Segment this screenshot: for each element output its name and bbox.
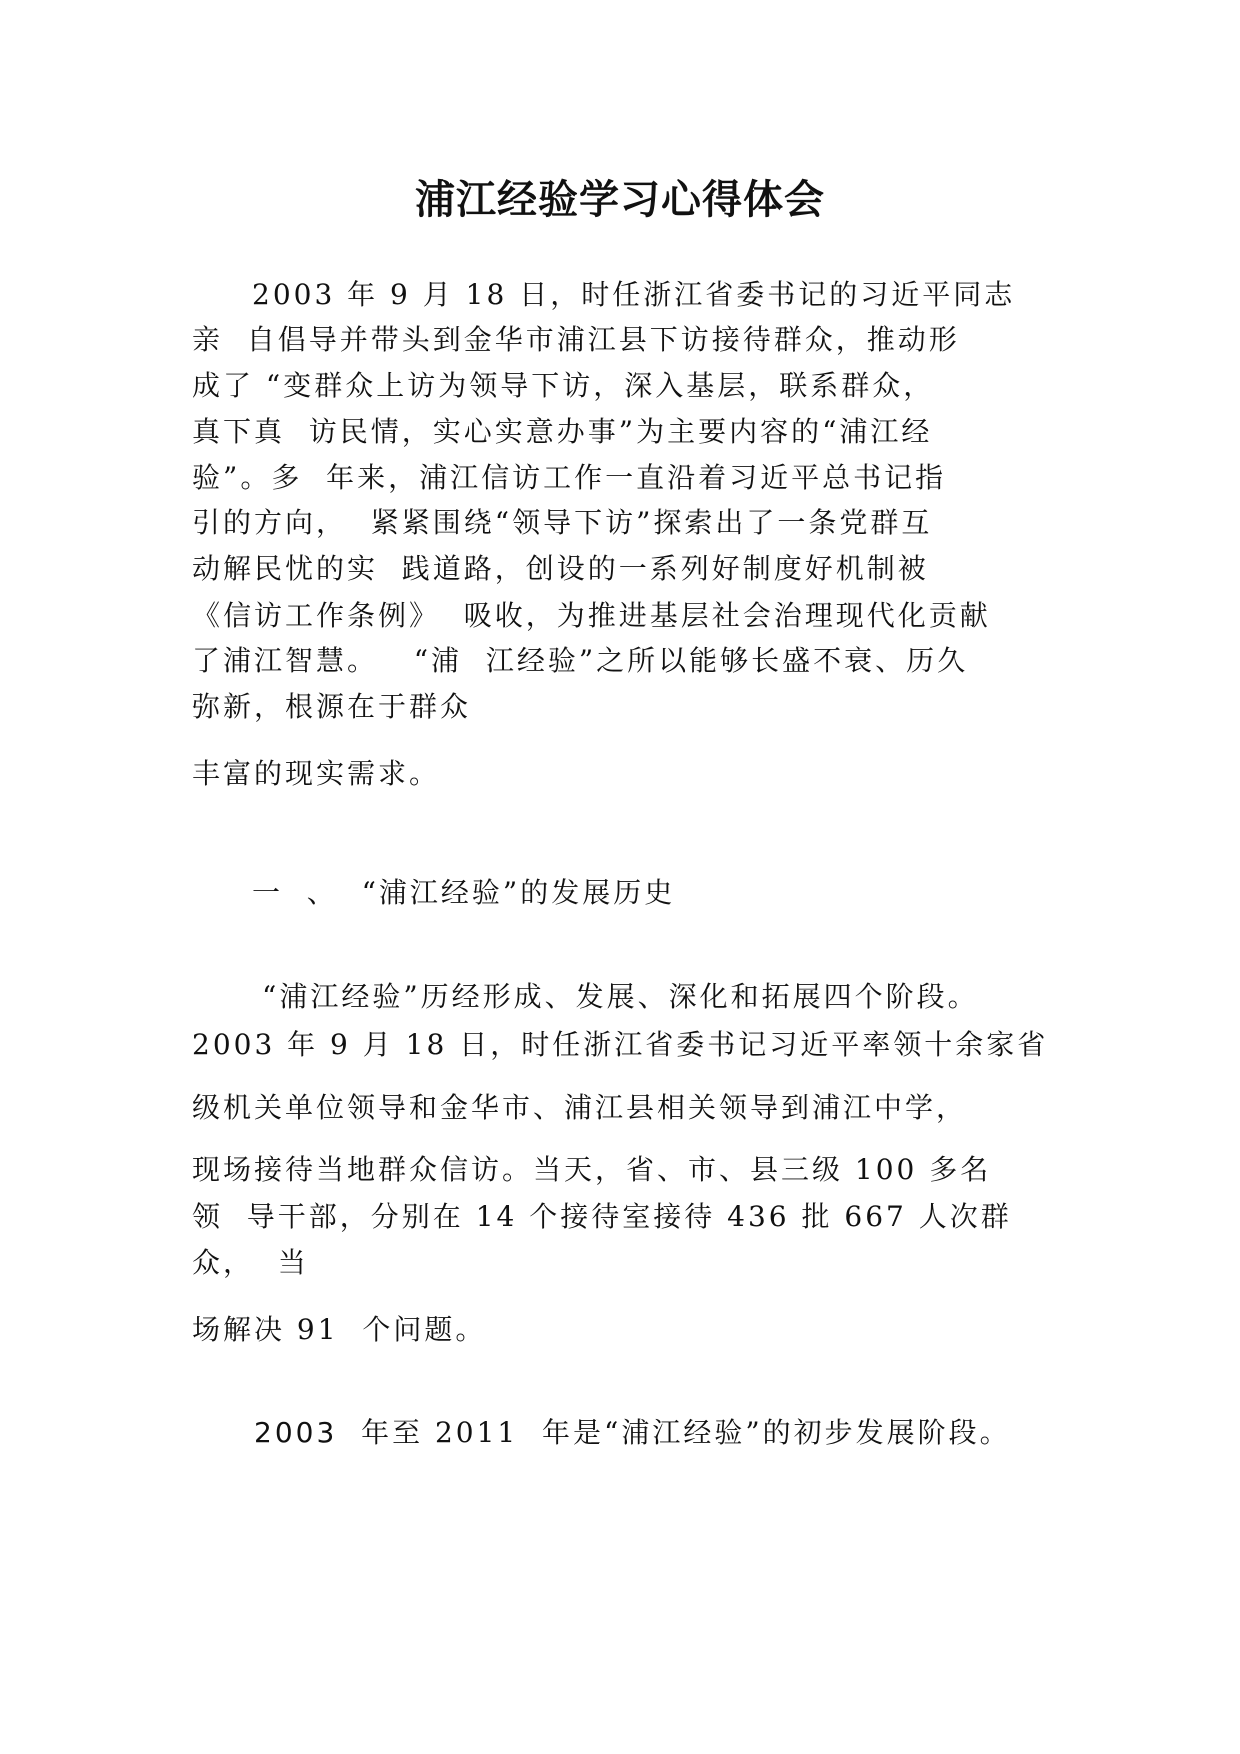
section-heading: 一 、 “浦江经验”的发展历史 <box>252 876 676 909</box>
paragraph-1-line-3: 成了 “变群众上访为领导下访，深入基层，联系群众， <box>192 369 935 402</box>
document-title: 浦江经验学习心得体会 <box>415 176 825 223</box>
paragraph-2-line-2: 2003 年 9 月 18 日，时任浙江省委书记习近平率领十余家省 <box>192 1028 1049 1061</box>
paragraph-2-line-1: “浦江经验”历经形成、发展、深化和拓展四个阶段。 <box>262 980 979 1013</box>
paragraph-3-text: 年至 2011 年是“浦江经验”的初步发展阶段。 <box>337 1416 1011 1449</box>
paragraph-2-tail: 场解决 91 个问题。 <box>192 1313 487 1346</box>
paragraph-2-line-5: 领 导干部，分别在 14 个接待室接待 436 批 667 人次群 <box>192 1200 1012 1233</box>
paragraph-3-line-1 <box>254 1413 1011 1453</box>
paragraph-2-line-4: 现场接待当地群众信访。当天，省、市、县三级 100 多名 <box>192 1153 992 1186</box>
paragraph-1-line-1: 2003 年 9 月 18 日，时任浙江省委书记的习近平同志 <box>252 278 1016 311</box>
paragraph-1-line-4: 真下真 访民情，实心实意办事”为主要内容的“浦江经 <box>192 415 933 448</box>
paragraph-1-line-8: 《信访工作条例》 吸收，为推进基层社会治理现代化贡献 <box>192 599 991 632</box>
paragraph-2-line-3: 级机关单位领导和金华市、浦江县相关领导到浦江中学， <box>192 1091 968 1124</box>
paragraph-2-line-6: 众， 当 <box>192 1246 309 1279</box>
paragraph-1-line-7: 动解民忧的实 践道路，创设的一系列好制度好机制被 <box>192 552 929 585</box>
paragraph-3-year: 2003 <box>254 1416 338 1449</box>
paragraph-1-tail: 丰富的现实需求。 <box>192 757 441 790</box>
paragraph-1-line-5: 验”。多 年来，浦江信访工作一直沿着习近平总书记指 <box>192 461 947 494</box>
paragraph-1-line-2: 亲 自倡导并带头到金华市浦江县下访接待群众，推动形 <box>192 323 960 356</box>
paragraph-1-line-9: 了浦江智慧。 “浦 江经验”之所以能够长盛不衰、历久 <box>192 644 969 677</box>
paragraph-1-line-10: 弥新，根源在于群众 <box>192 690 472 723</box>
paragraph-1-line-6: 引的方向， 紧紧围绕“领导下访”探索出了一条党群互 <box>192 506 933 539</box>
